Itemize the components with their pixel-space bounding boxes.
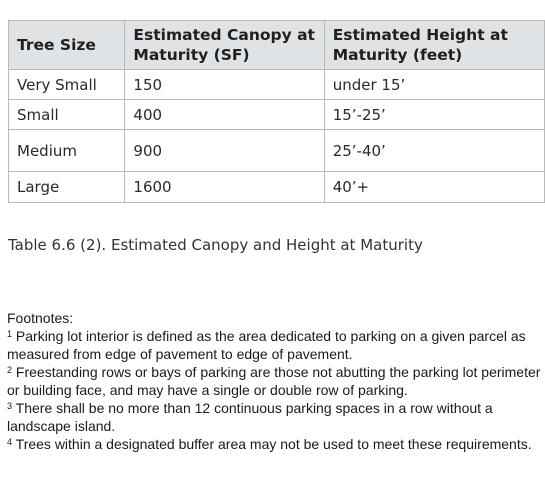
cell-canopy: 1600 [125,172,324,203]
cell-tree-size: Small [9,100,125,130]
footnote-marker: 4 [7,437,13,447]
table-row [9,130,545,172]
footnote-text: Parking lot interior is defined as the area dedicated to parking on a given parcel as measured from edge of pavement to edge of pavement. [7,328,526,362]
footnote-text: Freestanding rows or bays of parking are those not abutting the parking lot perimeter or building face, and may have a single or double row of parking. [7,364,541,398]
cell-canopy: 150 [125,70,324,100]
tree-size-table [8,20,545,203]
table-caption: Table 6.6 (2). Estimated Canopy and Height at Maturity [8,236,423,254]
cell-height: under 15’ [324,70,544,100]
footnote-item [7,363,543,399]
cell-canopy: 900 [125,130,324,172]
table-row [9,100,545,130]
cell-canopy: 400 [125,100,324,130]
footnotes-heading: Footnotes: [7,310,74,326]
table-row [9,70,545,100]
table-header-row [9,21,545,70]
footnote-marker: 1 [7,329,13,339]
cell-tree-size: Large [9,172,125,203]
footnote-item [7,435,543,453]
cell-height: 25’-40’ [324,130,544,172]
footnotes-section [7,309,543,453]
cell-tree-size: Medium [9,130,125,172]
header-tree-size: Tree Size [9,21,125,70]
footnote-item [7,327,543,363]
footnote-text: Trees within a designated buffer area may not be used to meet these requirements. [15,436,532,452]
footnote-marker: 2 [7,365,13,375]
header-canopy: Estimated Canopy at Maturity (SF) [125,21,324,70]
footnote-marker: 3 [7,401,13,411]
footnote-text: There shall be no more than 12 continuous parking spaces in a row without a landscape island. [7,400,493,434]
cell-tree-size: Very Small [9,70,125,100]
header-height: Estimated Height at Maturity (feet) [324,21,544,70]
cell-height: 40’+ [324,172,544,203]
footnote-item [7,399,543,435]
table-row [9,172,545,203]
cell-height: 15’-25’ [324,100,544,130]
